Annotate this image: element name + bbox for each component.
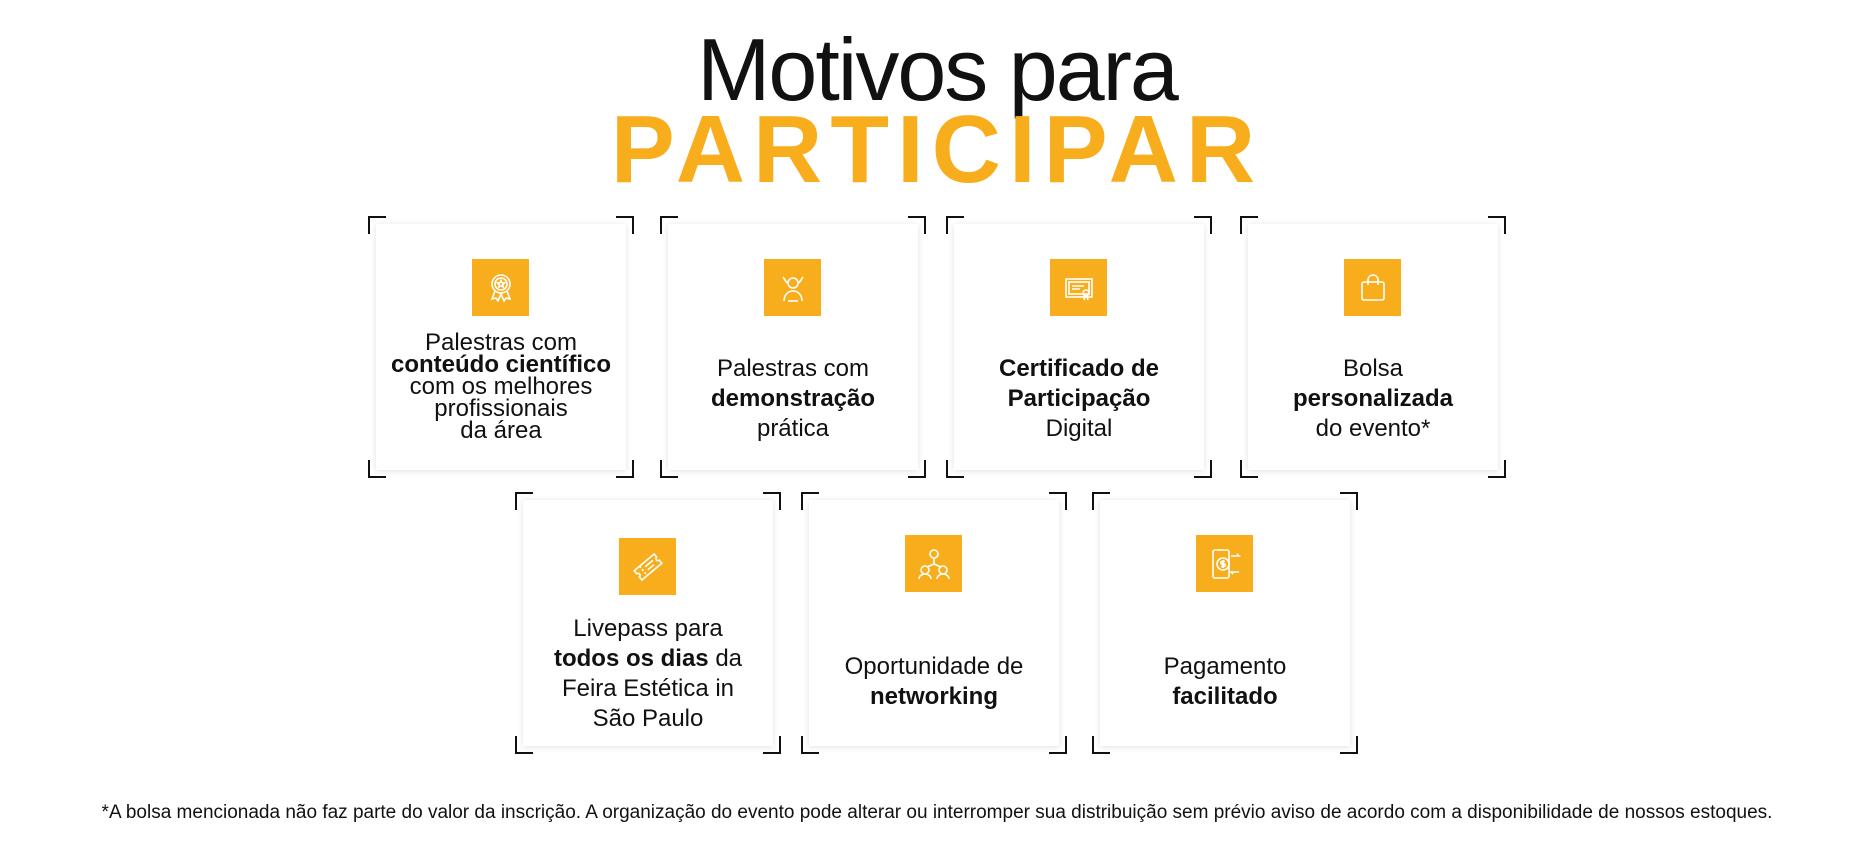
benefit-line: Palestras com (716, 355, 870, 382)
benefit-text (1104, 652, 1346, 712)
corner-mark (801, 736, 819, 754)
ticket-icon (619, 538, 676, 595)
corner-mark (1194, 460, 1212, 478)
benefit-line: da área (460, 417, 542, 444)
benefit-card-practical-demo (660, 216, 926, 478)
presenter-speaker-icon (764, 259, 821, 316)
corner-mark (1340, 736, 1358, 754)
corner-mark (763, 492, 781, 510)
benefit-text (672, 354, 914, 444)
shopping-bag-icon (1344, 259, 1401, 316)
corner-mark (1194, 216, 1212, 234)
page-title-highlight: PARTICIPAR (610, 96, 1264, 203)
networking-people-icon (905, 535, 962, 592)
benefit-line: facilitado (1172, 683, 1278, 710)
benefit-text (527, 614, 769, 734)
corner-mark (946, 216, 964, 234)
benefit-line: demonstração (710, 385, 876, 412)
benefit-text (1252, 354, 1494, 444)
benefit-card-networking (801, 492, 1067, 754)
certificate-icon (1050, 259, 1107, 316)
corner-mark (1092, 492, 1110, 510)
corner-mark (1340, 492, 1358, 510)
benefit-line: do evento* (1315, 415, 1431, 442)
corner-mark (1240, 216, 1258, 234)
corner-mark (1049, 492, 1067, 510)
corner-mark (368, 216, 386, 234)
corner-mark (1488, 460, 1506, 478)
corner-mark (660, 460, 678, 478)
benefit-line: Digital (1045, 415, 1113, 442)
benefit-card-bag (1240, 216, 1506, 478)
corner-mark (1092, 736, 1110, 754)
benefit-line: Palestras com (424, 329, 578, 356)
benefit-line: Certificado de (998, 355, 1160, 382)
corner-mark (515, 492, 533, 510)
benefit-line: profissionais (434, 395, 568, 422)
benefit-text (380, 329, 622, 444)
benefit-line: personalizada (1292, 385, 1454, 412)
benefit-text (813, 652, 1055, 712)
benefit-line: conteúdo científico (390, 351, 611, 378)
benefit-line: Pagamento (1163, 653, 1287, 680)
benefit-line: Bolsa (1342, 355, 1404, 382)
corner-mark (763, 736, 781, 754)
corner-mark (515, 736, 533, 754)
corner-mark (1488, 216, 1506, 234)
corner-mark (946, 460, 964, 478)
corner-mark (616, 460, 634, 478)
mobile-payment-icon (1196, 535, 1253, 592)
corner-mark (660, 216, 678, 234)
benefit-line: Livepass para (573, 615, 723, 642)
benefit-line: networking (869, 683, 998, 710)
corner-mark (616, 216, 634, 234)
benefit-line: Participação (1007, 385, 1151, 412)
footnote-disclaimer: *A bolsa mencionada não faz parte do valor da inscrição. A organização do evento pode alterar ou interromper sua distribuição sem prévio aviso de acordo com a disponibilidade de nossos estoques. (101, 802, 1773, 823)
benefit-line: com os melhores (409, 373, 593, 400)
corner-mark (908, 216, 926, 234)
benefit-line: Oportunidade de (844, 653, 1024, 680)
benefit-line: Feira Estética in (561, 675, 735, 702)
corner-mark (368, 460, 386, 478)
benefit-line: prática (756, 415, 830, 442)
corner-mark (801, 492, 819, 510)
benefit-card-payment (1092, 492, 1358, 754)
benefit-line: São Paulo (592, 705, 704, 732)
corner-mark (1240, 460, 1258, 478)
benefit-line: todos os dias da (553, 645, 743, 672)
benefit-card-livepass (515, 492, 781, 754)
award-medal-icon (472, 259, 529, 316)
page-title: Motivos para (697, 20, 1177, 119)
benefit-card-certificate (946, 216, 1212, 478)
corner-mark (1049, 736, 1067, 754)
corner-mark (908, 460, 926, 478)
benefit-text (958, 354, 1200, 444)
benefit-card-scientific-content (368, 216, 634, 478)
